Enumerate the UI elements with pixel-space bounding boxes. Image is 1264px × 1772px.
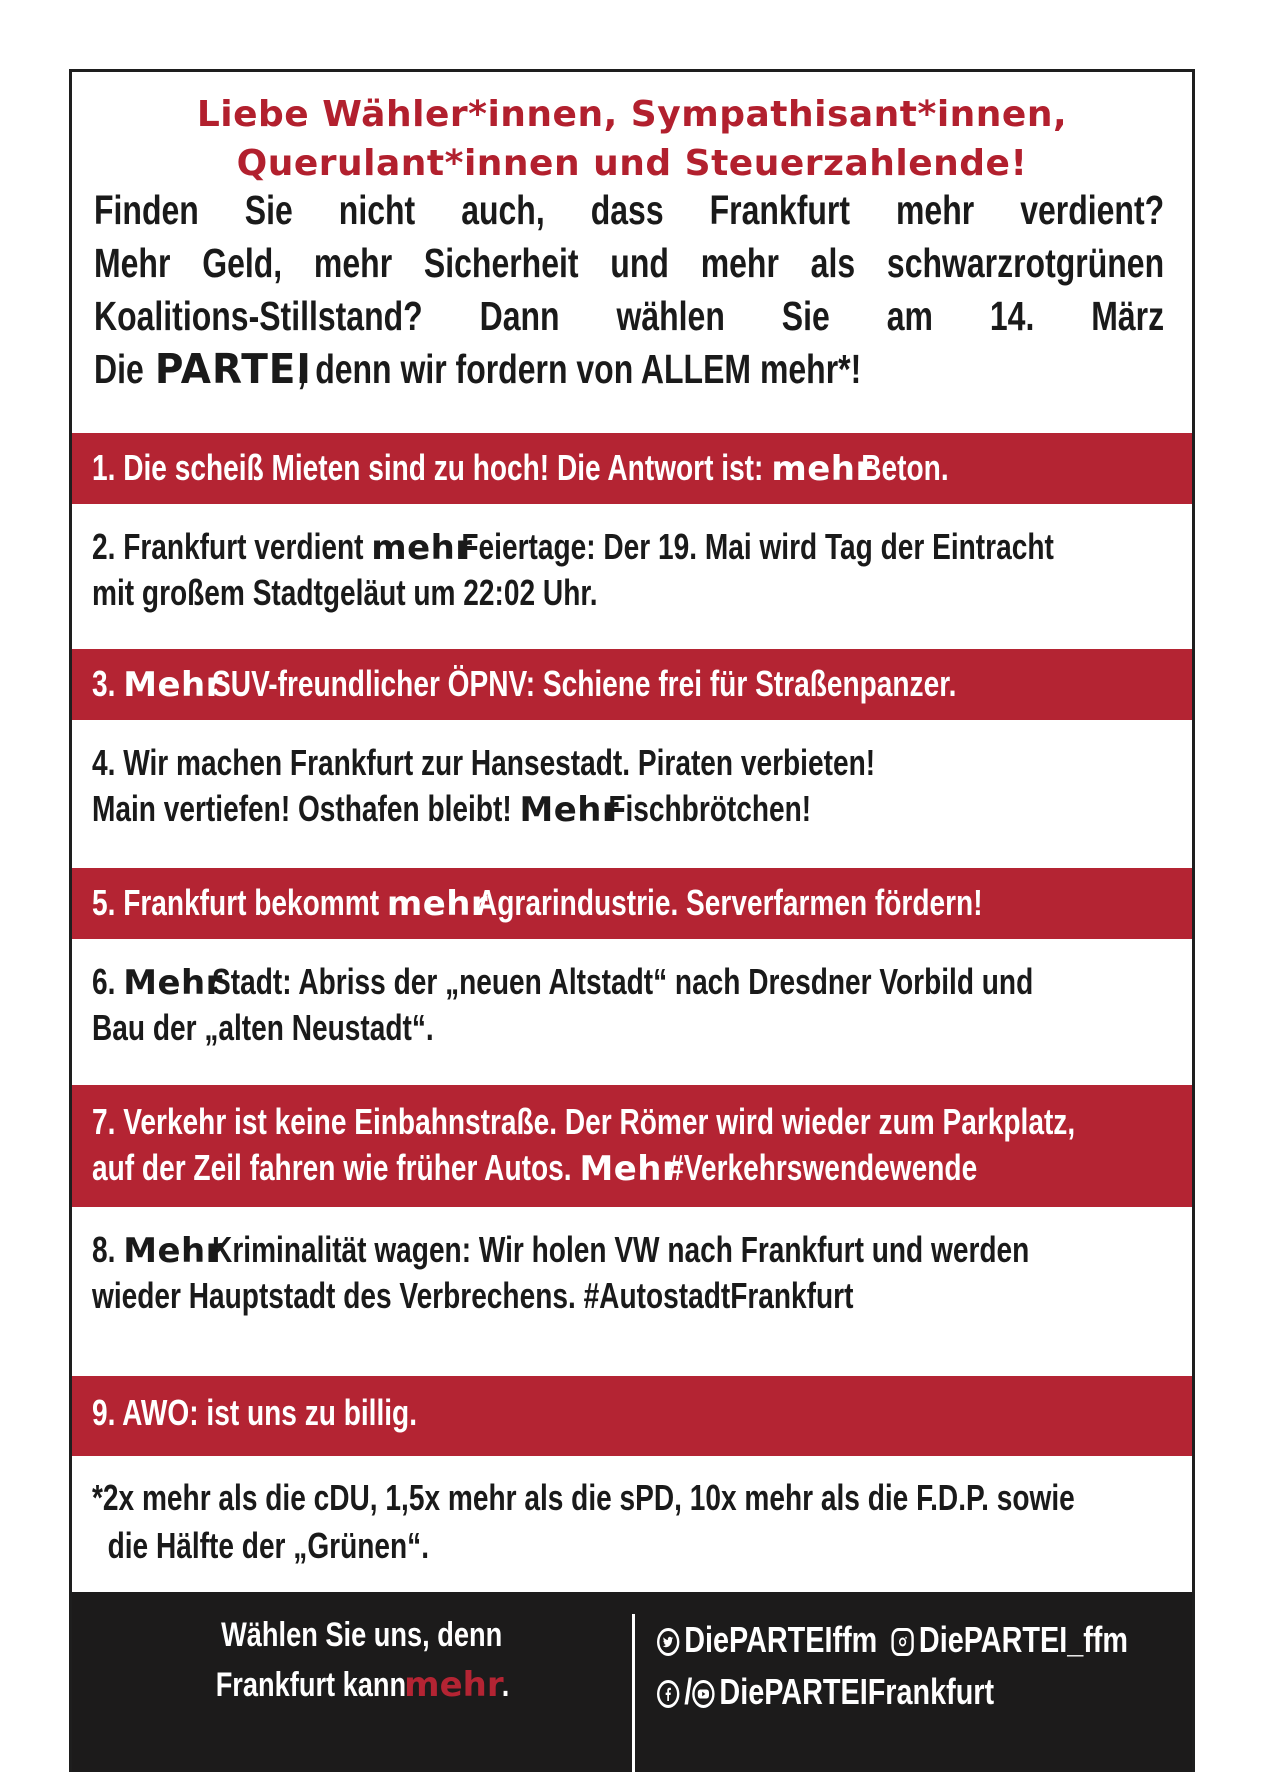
social-row-2: / DiePARTEIFrankfurt <box>657 1666 1128 1718</box>
greeting-line-2: Querulant*innen und Steuerzahlende! <box>236 143 1028 184</box>
intro-line-3: Koalitions-Stillstand? Dann wählen Sie am 14. März <box>94 293 1165 339</box>
greeting-line-1: Liebe Wähler*innen, Sympathisant*innen, <box>196 94 1068 135</box>
flyer <box>69 69 1195 1772</box>
youtube-icon <box>692 1680 714 1708</box>
list-item-5: 5. Frankfurt bekommt mehrAgrarindustrie. Serverfarmen fördern! <box>72 868 1192 939</box>
list-item-1: 1. Die scheiß Mieten sind zu hoch! Die Antwort ist: mehrBeton. <box>72 433 1192 504</box>
intro-line-4: Die PARTEI , denn wir fordern von ALLEM mehr*! <box>94 343 1164 396</box>
footnote: *2x mehr als die cDU, 1,5x mehr als die sPD, 10x mehr als die F.D.P. sowie die Hälfte der „Grünen“. <box>92 1477 1075 1566</box>
list-item-7: 7. Verkehr ist keine Einbahnstraße. Der Römer wird wieder zum Parkplatz, auf der Zeil fahren wie früher Autos. Mehr#Verkehrswendewende <box>72 1085 1192 1207</box>
mehr-accent: mehr <box>403 1665 504 1705</box>
footer-divider <box>632 1614 635 1772</box>
twitter-icon <box>657 1628 679 1656</box>
list-item-2: 2. Frankfurt verdient mehrFeiertage: Der 19. Mai wird Tag der Eintracht mit großem Stadtgeläut um 22:02 Uhr. <box>72 504 1192 627</box>
list-item-8: 8. MehrKriminalität wagen: Wir holen VW nach Frankfurt und werden wieder Hauptstadt des Verbrechens. #AutostadtFrankfurt <box>72 1207 1192 1331</box>
list-item-9: 9. AWO: ist uns zu billig. <box>72 1376 1192 1456</box>
list-item-6: 6. MehrStadt: Abriss der „neuen Altstadt“ nach Dresdner Vorbild und Bau der „alten Neustadt“. <box>72 939 1192 1062</box>
facebook-icon <box>657 1680 679 1708</box>
intro-paragraph <box>94 184 1164 396</box>
twitter-handle[interactable]: DiePARTEIffm <box>684 1619 878 1660</box>
facebook-youtube-handle[interactable]: DiePARTEIFrankfurt <box>719 1671 995 1712</box>
social-row-1 <box>657 1614 1128 1666</box>
social-links <box>657 1614 1128 1718</box>
footer-slogan: Wählen Sie uns, denn Frankfurt kannmehr. <box>102 1610 622 1710</box>
intro-line-1: Finden Sie nicht auch, dass Frankfurt mehr verdient? <box>94 187 1165 233</box>
list-item-3: 3. MehrSUV-freundlicher ÖPNV: Schiene frei für Straßenpanzer. <box>72 649 1192 720</box>
footer <box>72 1592 1192 1772</box>
instagram-handle[interactable]: DiePARTEI_ffm <box>918 1619 1128 1660</box>
instagram-icon <box>892 1628 914 1656</box>
intro-line-2: Mehr Geld, mehr Sicherheit und mehr als schwarzrotgrünen <box>94 240 1165 286</box>
list-item-4: 4. Wir machen Frankfurt zur Hansestadt. Piraten verbieten! Main vertiefen! Osthafen bleibt! MehrFischbrötchen! <box>72 720 1192 843</box>
party-wordmark: PARTEI <box>154 345 312 393</box>
